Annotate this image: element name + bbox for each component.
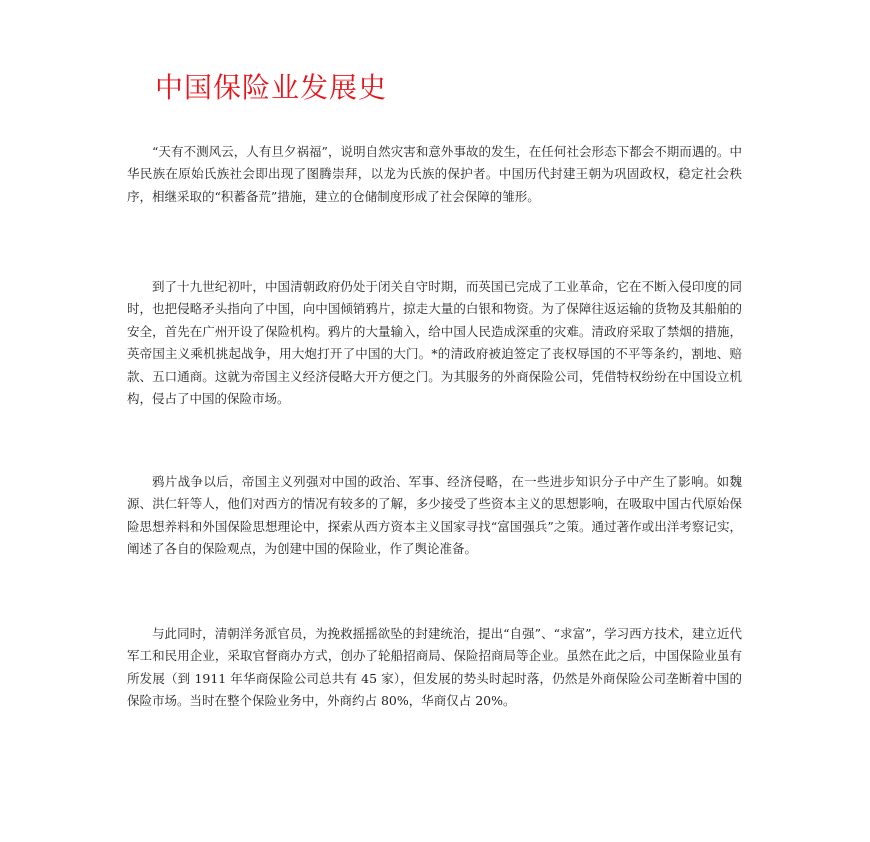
paragraph-ancient-origins: “天有不测风云，人有旦夕祸福”，说明自然灾害和意外事故的发生，在任何社会形态下都会不期而遇的。中华民族在原始氏族社会即出现了图腾崇拜，以龙为氏族的保护者。中国历代封建王朝为巩固政权，稳定社会秩序，相继采取的“积蓄备荒”措施，建立的仓储制度形成了社会保障的雏形。 [127, 143, 742, 204]
document-title: 中国保险业发展史 [155, 71, 388, 104]
paragraph-intellectual-influence: 鸦片战争以后，帝国主义列强对中国的政治、军事、经济侵略，在一些进步知识分子中产生了影响。如魏源、洪仁轩等人，他们对西方的情况有较多的了解，多少接受了些资本主义的思想影响，在吸取中国古代原始保险思想养料和外国保险思想理论中，探索从西方资本主义国家寻找“富国强兵”之策。通过著作或出洋考察记实，阐述了各自的保险观点，为创建中国的保险业，作了舆论准备。 [127, 473, 742, 556]
paragraph-westernization-movement: 与此同时，清朝洋务派官员，为挽救摇摇欲坠的封建统治，提出“自强”、“求富”，学习西方技术，建立近代军工和民用企业，采取官督商办方式，创办了轮船招商局、保险招商局等企业。虽然在此之后，中国保险业虽有所发展（到 1911 年华商保险公司总共有 45 家），但发展的势头时起时落，仍然是外商保险公司垄断着中国的保险市场。当时在整个保险业务中，外商约占 80%，华商仅占 20%。 [127, 625, 742, 708]
paragraph-opium-war: 到了十九世纪初叶，中国清朝政府仍处于闭关自守时期，而英国已完成了工业革命，它在不断入侵印度的同时，也把侵略矛头指向了中国，向中国倾销鸦片，掠走大量的白银和物资。为了保障往返运输的货物及其船舶的安全，首先在广州开设了保险机构。鸦片的大量输入，给中国人民造成深重的灾难。清政府采取了禁烟的措施，英帝国主义乘机挑起战争，用大炮打开了中国的大门。*的清政府被迫签定了丧权辱国的不平等条约，割地、赔款、五口通商。这就为帝国主义经济侵略大开方便之门。为其服务的外商保险公司，凭借特权纷纷在中国设立机构，侵占了中国的保险市场。 [127, 278, 742, 406]
